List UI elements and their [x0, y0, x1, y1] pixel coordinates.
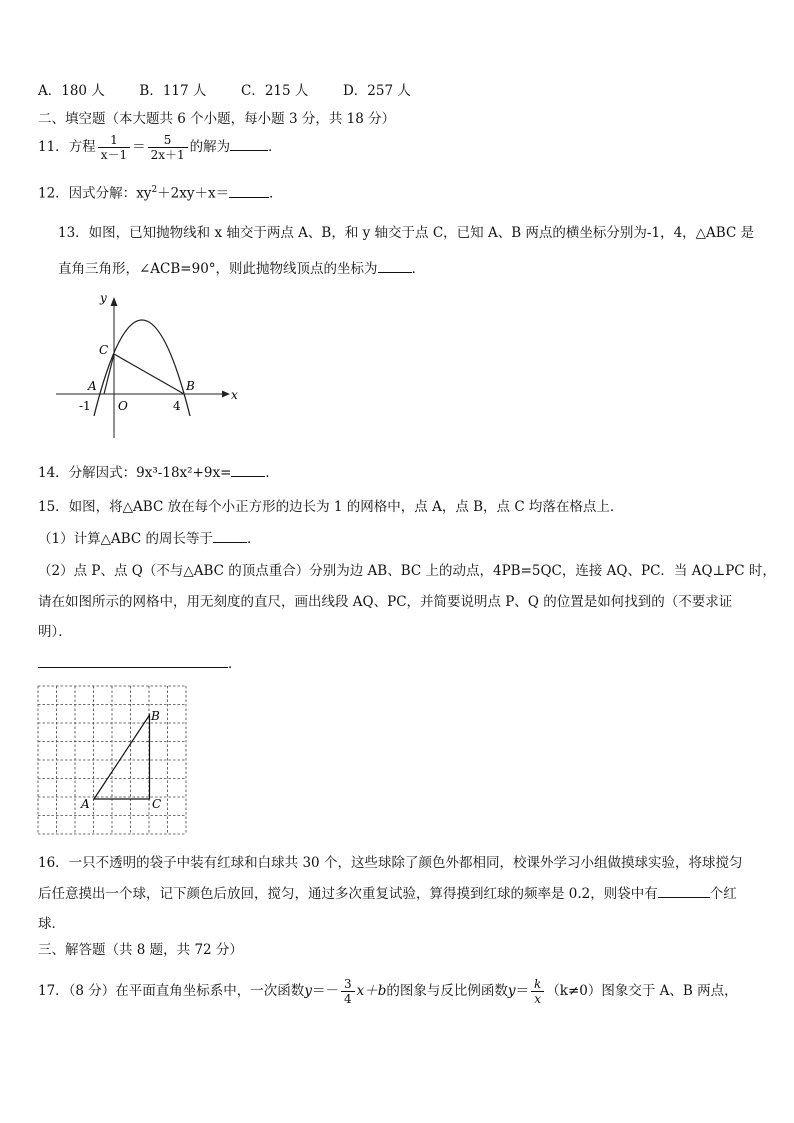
grid-label-c: C [152, 797, 162, 811]
question-15-answer-line: ． [38, 655, 242, 673]
label-b: B [186, 379, 195, 393]
question-13-line-2: 直角三角形，∠ACB=90°，则此抛物线顶点的坐标为 ． [58, 261, 426, 277]
question-16-line-1: 16．一只不透明的袋子中装有红球和白球共 30 个，这些球除了颜色外都相同，校课外学习小组做摸球实验，将球搅匀 [38, 855, 743, 871]
label-c: C [99, 343, 109, 357]
choice-b: B．117 人 [139, 83, 207, 99]
question-14: 14．分解因式：9x³-18x²+9x= ． [38, 465, 279, 481]
grid-label-b: B [151, 709, 160, 723]
question-11: 11．方程 $\frac{1}{x-1}$ ＝ $\frac{5}{2x+1}$ 的解为 ． [38, 133, 282, 162]
q11-answer-blank[interactable] [230, 138, 268, 151]
x-axis-arrow [222, 391, 230, 398]
question-15-part-2-line-3: 明）． [38, 624, 72, 640]
choice-d: D．257 人 [342, 83, 411, 99]
choice-c: C．215 人 [240, 83, 309, 99]
question-15-part-2-line-2: 请在如图所示的网格中，用无刻度的直尺，画出线段 AQ、PC，并简要说明点 P、Q 的位置是如何找到的（不要求证 [38, 594, 733, 610]
q11-label: 11．方程 [38, 139, 96, 155]
grid-figure [36, 684, 192, 836]
label-y: y [100, 291, 107, 305]
label-a: A [88, 379, 97, 393]
label-o: O [118, 399, 128, 413]
q13-answer-blank[interactable] [378, 260, 412, 273]
grid-lines [38, 686, 186, 834]
section-2-heading: 二、填空题（本大题共 6 个小题，每小题 3 分，共 18 分） [38, 111, 396, 127]
q15-answer-blank[interactable] [38, 655, 228, 668]
label-x: x [231, 388, 238, 402]
q17-fraction-1: $\frac{3}{4}$ [341, 977, 355, 1006]
y-axis-arrow [111, 297, 118, 306]
choice-a: A．180 人 [38, 83, 105, 99]
tick-4: 4 [173, 399, 181, 413]
q11-fraction-1: $\frac{1}{x-1}$ [98, 133, 130, 162]
q12-answer-blank[interactable] [229, 185, 269, 198]
section-3-heading: 三、解答题（共 8 题，共 72 分） [38, 942, 243, 958]
q11-fraction-2: $\frac{5}{2x+1}$ [148, 133, 188, 162]
q14-answer-blank[interactable] [231, 464, 265, 477]
question-15-intro: 15．如图，将△ABC 放在每个小正方形的边长为 1 的网格中，点 A，点 B，点 C 均落在格点上． [38, 499, 624, 515]
grid-label-a: A [81, 797, 90, 811]
tick-neg1: -1 [79, 399, 91, 413]
question-13-line-1: 13．如图，已知抛物线和 x 轴交于两点 A、B，和 y 轴交于点 C，已知 A、B 两点的横坐标分别为-1，4，△ABC 是 [58, 225, 755, 241]
q15-part1-answer-blank[interactable] [213, 530, 247, 543]
question-17: 17．（8 分）在平面直角坐标系中，一次函数y＝－ $\frac{3}{4}$ x＋b的图象与反比例函数y＝ $\frac{k}{x}$ （k≠0）图象交于 A、B 两点， [38, 977, 738, 1006]
q17-fraction-2: $\frac{k}{x}$ [531, 977, 544, 1006]
choices-row [38, 82, 411, 100]
question-12: 12．因式分解：$xy^2+2xy+x=$ ． [38, 185, 283, 202]
question-16-line-3: 球． [38, 916, 65, 932]
question-15-part-1: （1）计算△ABC 的周长等于 ． [38, 531, 261, 547]
question-16-line-2: 后任意摸出一个球，记下颜色后放回，搅匀，通过多次重复试验，算得摸到红球的频率是 0.2，则袋中有 个红 [38, 886, 737, 902]
question-15-part-2-line-1: （2）点 P、点 Q（不与△ABC 的顶点重合）分别为边 AB、BC 上的动点，4PB=5QC，连接 AQ、PC．当 AQ⊥PC 时， [38, 563, 776, 579]
q16-answer-blank[interactable] [658, 885, 710, 898]
triangle-abc [94, 715, 150, 799]
parabola-figure [50, 288, 250, 446]
